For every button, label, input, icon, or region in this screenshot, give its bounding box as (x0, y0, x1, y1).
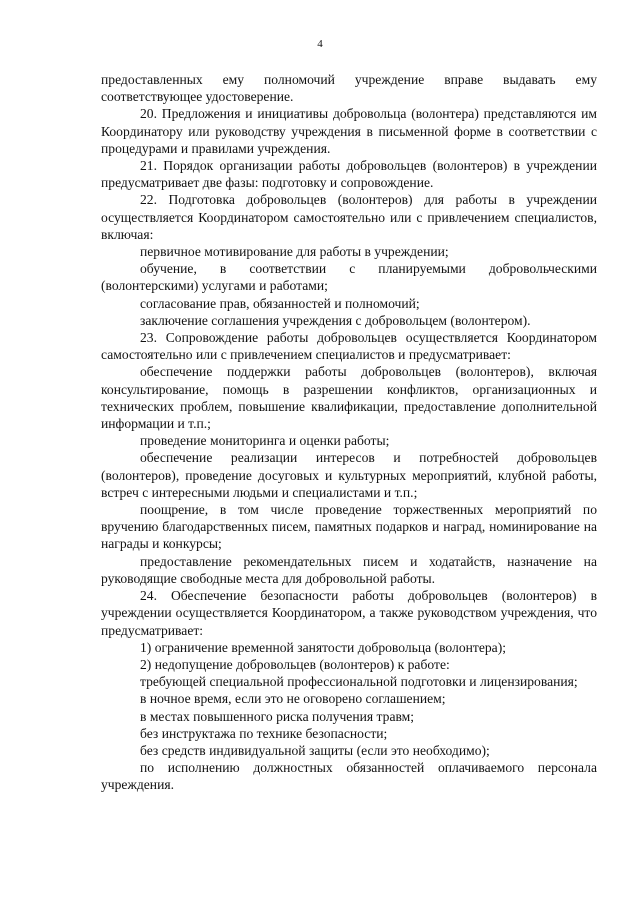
list-item: по исполнению должностных обязанностей оплачиваемого персонала учреждения. (101, 760, 597, 793)
list-item: первичное мотивирование для работы в учреждении; (140, 244, 449, 260)
list-item: в ночное время, если это не оговорено соглашением; (140, 691, 446, 707)
list-item: заключение соглашения учреждения с добровольцем (волонтером). (140, 312, 531, 328)
list-item: согласование прав, обязанностей и полномочий; (140, 295, 420, 311)
clause-22: 22. Подготовка добровольцев (волонтеров) для работы в учреждении осуществляется Координатором самостоятельно или с привлечением специалистов, включая: (101, 192, 597, 242)
list-item: в местах повышенного риска получения травм; (140, 708, 415, 724)
paragraph-continuation: предоставленных ему полномочий учреждение вправе выдавать ему соответствующее удостоверение. (101, 72, 597, 105)
list-item: требующей специальной профессиональной подготовки и лицензирования; (140, 674, 578, 690)
list-item: без средств индивидуальной защиты (если это необходимо); (140, 742, 490, 758)
clause-21: 21. Порядок организации работы добровольцев (волонтеров) в учреждении предусматривает две фазы: подготовку и сопровождение. (101, 158, 597, 191)
clause-23: 23. Сопровождение работы добровольцев осуществляется Координатором самостоятельно или с привлечением специалистов и предусматривает: (101, 330, 597, 363)
document-body (101, 71, 597, 794)
list-item: без инструктажа по технике безопасности; (140, 725, 388, 741)
list-item: 2) недопущение добровольцев (волонтеров) к работе: (140, 656, 450, 672)
list-item: обеспечение поддержки работы добровольцев (волонтеров), включая консультирование, помощь в разрешении конфликтов, организационных и технических проблем, повышение квалификации, предоставление дополнительной информации и т.п.; (101, 364, 597, 432)
clause-20: 20. Предложения и инициативы добровольца (волонтера) представляются им Координатору или руководству учреждения в письменной форме в соответствии с процедурами и правилами учреждения. (101, 106, 597, 156)
list-item: обеспечение реализации интересов и потребностей добровольцев (волонтеров), проведение досуговых и культурных мероприятий, клубной работы, встреч с интересными людьми и специалистами и т.п.; (101, 450, 597, 500)
list-item: предоставление рекомендательных писем и ходатайств, назначение на руководящие свободные места для добровольной работы. (101, 553, 597, 586)
page-number: 4 (317, 38, 323, 50)
list-item: 1) ограничение временной занятости добровольца (волонтера); (140, 639, 506, 655)
list-item: проведение мониторинга и оценки работы; (140, 433, 390, 449)
clause-24: 24. Обеспечение безопасности работы добровольцев (волонтеров) в учреждении осуществляется Координатором, а также руководством учреждения, что предусматривает: (101, 588, 597, 638)
list-item: поощрение, в том числе проведение торжественных мероприятий по вручению благодарственных писем, памятных подарков и наград, номинирование на награды и конкурсы; (101, 502, 597, 552)
list-item: обучение, в соответствии с планируемыми добровольческими (волонтерскими) услугами и работами; (101, 261, 597, 294)
